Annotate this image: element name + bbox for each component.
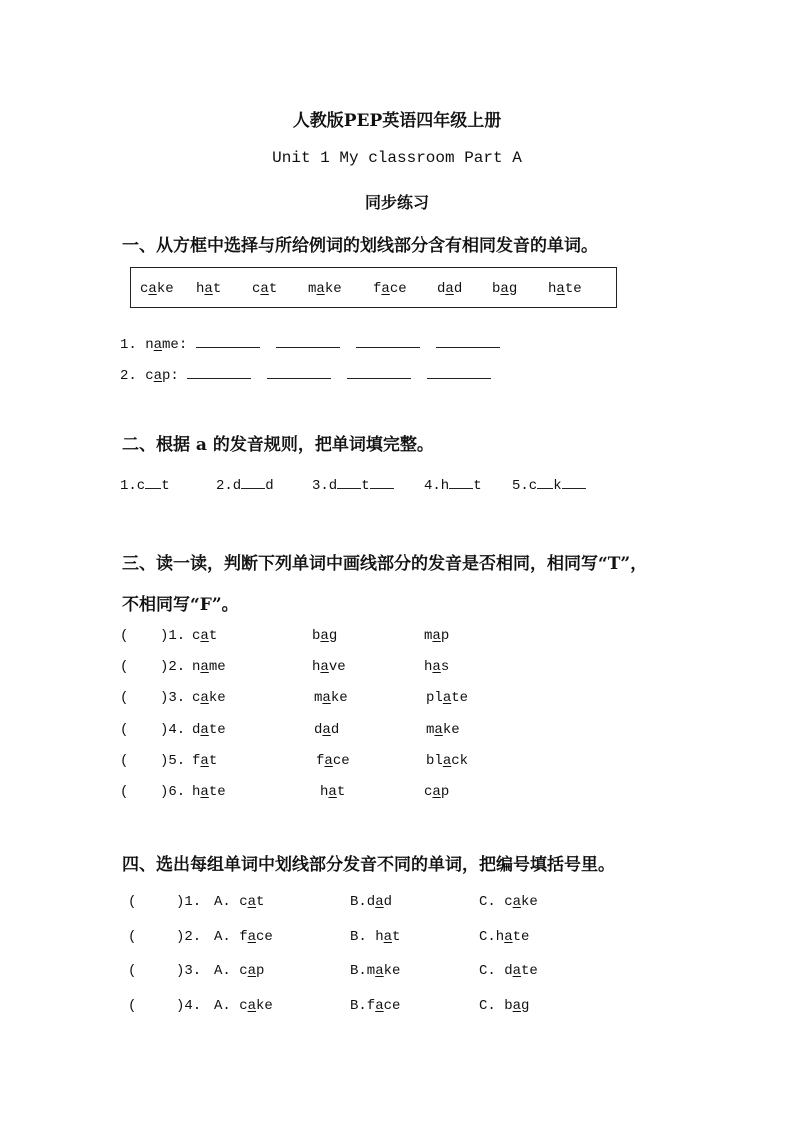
box-word: cat bbox=[252, 281, 278, 297]
exercise-label: 同步练习 bbox=[364, 193, 429, 212]
option-b: B.face bbox=[350, 998, 401, 1015]
answer-blank[interactable] bbox=[347, 364, 411, 379]
question-number: )1. bbox=[160, 628, 186, 644]
section1-heading: 一、从方框中选择与所给例词的划线部分含有相同发音的单词。 bbox=[122, 236, 598, 256]
compare-word: map bbox=[424, 628, 450, 644]
q2-prefix: 2. c bbox=[120, 368, 154, 384]
compare-word: hat bbox=[320, 784, 346, 800]
answer-paren[interactable]: ( bbox=[120, 690, 129, 707]
question-number: )1. bbox=[176, 894, 202, 910]
fill-item-2: 2.d d bbox=[216, 478, 274, 494]
compare-word: cat bbox=[192, 628, 218, 644]
option-c: C. cake bbox=[479, 894, 538, 910]
unit-subtitle: Unit 1 My classroom Part A bbox=[272, 149, 522, 167]
option-a: A. cake bbox=[214, 998, 273, 1015]
compare-word: bag bbox=[312, 628, 338, 644]
compare-word: cake bbox=[192, 690, 226, 707]
compare-word: make bbox=[314, 690, 348, 707]
answer-paren[interactable]: ( bbox=[120, 659, 129, 676]
box-word: face bbox=[373, 281, 407, 297]
q2-suffix: p: bbox=[162, 368, 179, 384]
box-word: hat bbox=[196, 281, 222, 297]
fill-gap[interactable] bbox=[562, 476, 586, 489]
section3-heading-line2: 不相同写“F”。 bbox=[122, 595, 239, 615]
page-title: 人教版PEP英语四年级上册 bbox=[292, 111, 502, 131]
question-number: )2. bbox=[160, 659, 186, 676]
question-number: )6. bbox=[160, 784, 186, 800]
box-word: cake bbox=[140, 281, 174, 297]
option-a: A. face bbox=[214, 928, 273, 945]
q1-suffix: me: bbox=[162, 337, 188, 353]
fill-item-4: 4.h t bbox=[424, 478, 482, 494]
compare-word: black bbox=[426, 752, 469, 769]
fill-gap[interactable] bbox=[449, 476, 473, 489]
compare-word: fat bbox=[192, 752, 218, 769]
option-c: C. date bbox=[479, 963, 538, 980]
question-number: )2. bbox=[176, 928, 202, 945]
question-number: )4. bbox=[160, 721, 186, 738]
answer-blank[interactable] bbox=[267, 364, 331, 379]
answer-blank[interactable] bbox=[436, 333, 500, 348]
option-a: A. cap bbox=[214, 963, 265, 980]
answer-paren[interactable]: ( bbox=[128, 963, 137, 980]
compare-word: dad bbox=[314, 721, 340, 738]
answer-blank[interactable] bbox=[187, 364, 251, 379]
answer-blank[interactable] bbox=[276, 333, 340, 348]
option-c: C.hate bbox=[479, 928, 530, 945]
section4-heading: 四、选出每组单词中划线部分发音不同的单词，把编号填括号里。 bbox=[122, 855, 615, 875]
section3-heading-line1: 三、读一读，判断下列单词中画线部分的发音是否相同，相同写“T”， bbox=[122, 554, 648, 574]
compare-word: has bbox=[424, 659, 450, 676]
answer-blank[interactable] bbox=[356, 333, 420, 348]
compare-word: date bbox=[192, 721, 226, 738]
box-word: dad bbox=[437, 281, 463, 297]
compare-word: face bbox=[316, 752, 350, 769]
compare-word: cap bbox=[424, 784, 450, 800]
fill-gap[interactable] bbox=[337, 476, 361, 489]
answer-blank[interactable] bbox=[427, 364, 491, 379]
question-number: )4. bbox=[176, 998, 202, 1015]
answer-paren[interactable]: ( bbox=[120, 628, 129, 644]
option-b: B. hat bbox=[350, 928, 401, 945]
fill-gap[interactable] bbox=[370, 476, 394, 489]
q2-underlined: a bbox=[153, 368, 163, 384]
fill-gap[interactable] bbox=[241, 476, 265, 489]
fill-item-1: 1.c t bbox=[120, 478, 170, 494]
fill-item-5: 5.c k bbox=[512, 476, 586, 494]
answer-paren[interactable]: ( bbox=[120, 752, 129, 769]
option-b: B.make bbox=[350, 963, 401, 980]
fill-gap[interactable] bbox=[145, 476, 161, 489]
question-number: )3. bbox=[160, 690, 186, 707]
option-c: C. bag bbox=[479, 998, 530, 1015]
box-word: make bbox=[308, 281, 342, 297]
section2-heading: 二、根据 a 的发音规则，把单词填完整。 bbox=[122, 435, 434, 455]
answer-paren[interactable]: ( bbox=[120, 721, 129, 738]
answer-blank[interactable] bbox=[196, 333, 260, 348]
box-word: hate bbox=[548, 281, 582, 297]
compare-word: name bbox=[192, 659, 226, 676]
box-word: bag bbox=[492, 281, 518, 297]
compare-word: have bbox=[312, 659, 346, 676]
section1-question-1 bbox=[120, 333, 516, 353]
option-b: B.dad bbox=[350, 894, 393, 910]
compare-word: make bbox=[426, 721, 460, 738]
answer-paren[interactable]: ( bbox=[128, 928, 137, 945]
section1-question-2 bbox=[120, 364, 507, 384]
compare-word: plate bbox=[426, 690, 469, 707]
q1-underlined: a bbox=[153, 337, 163, 353]
fill-gap[interactable] bbox=[537, 476, 553, 489]
answer-paren[interactable]: ( bbox=[128, 894, 137, 910]
compare-word: hate bbox=[192, 784, 226, 800]
option-a: A. cat bbox=[214, 894, 265, 910]
question-number: )5. bbox=[160, 752, 186, 769]
answer-paren[interactable]: ( bbox=[128, 998, 137, 1015]
fill-item-3: 3.d t bbox=[312, 476, 394, 494]
answer-paren[interactable]: ( bbox=[120, 784, 129, 800]
q1-prefix: 1. n bbox=[120, 337, 154, 353]
question-number: )3. bbox=[176, 963, 202, 980]
